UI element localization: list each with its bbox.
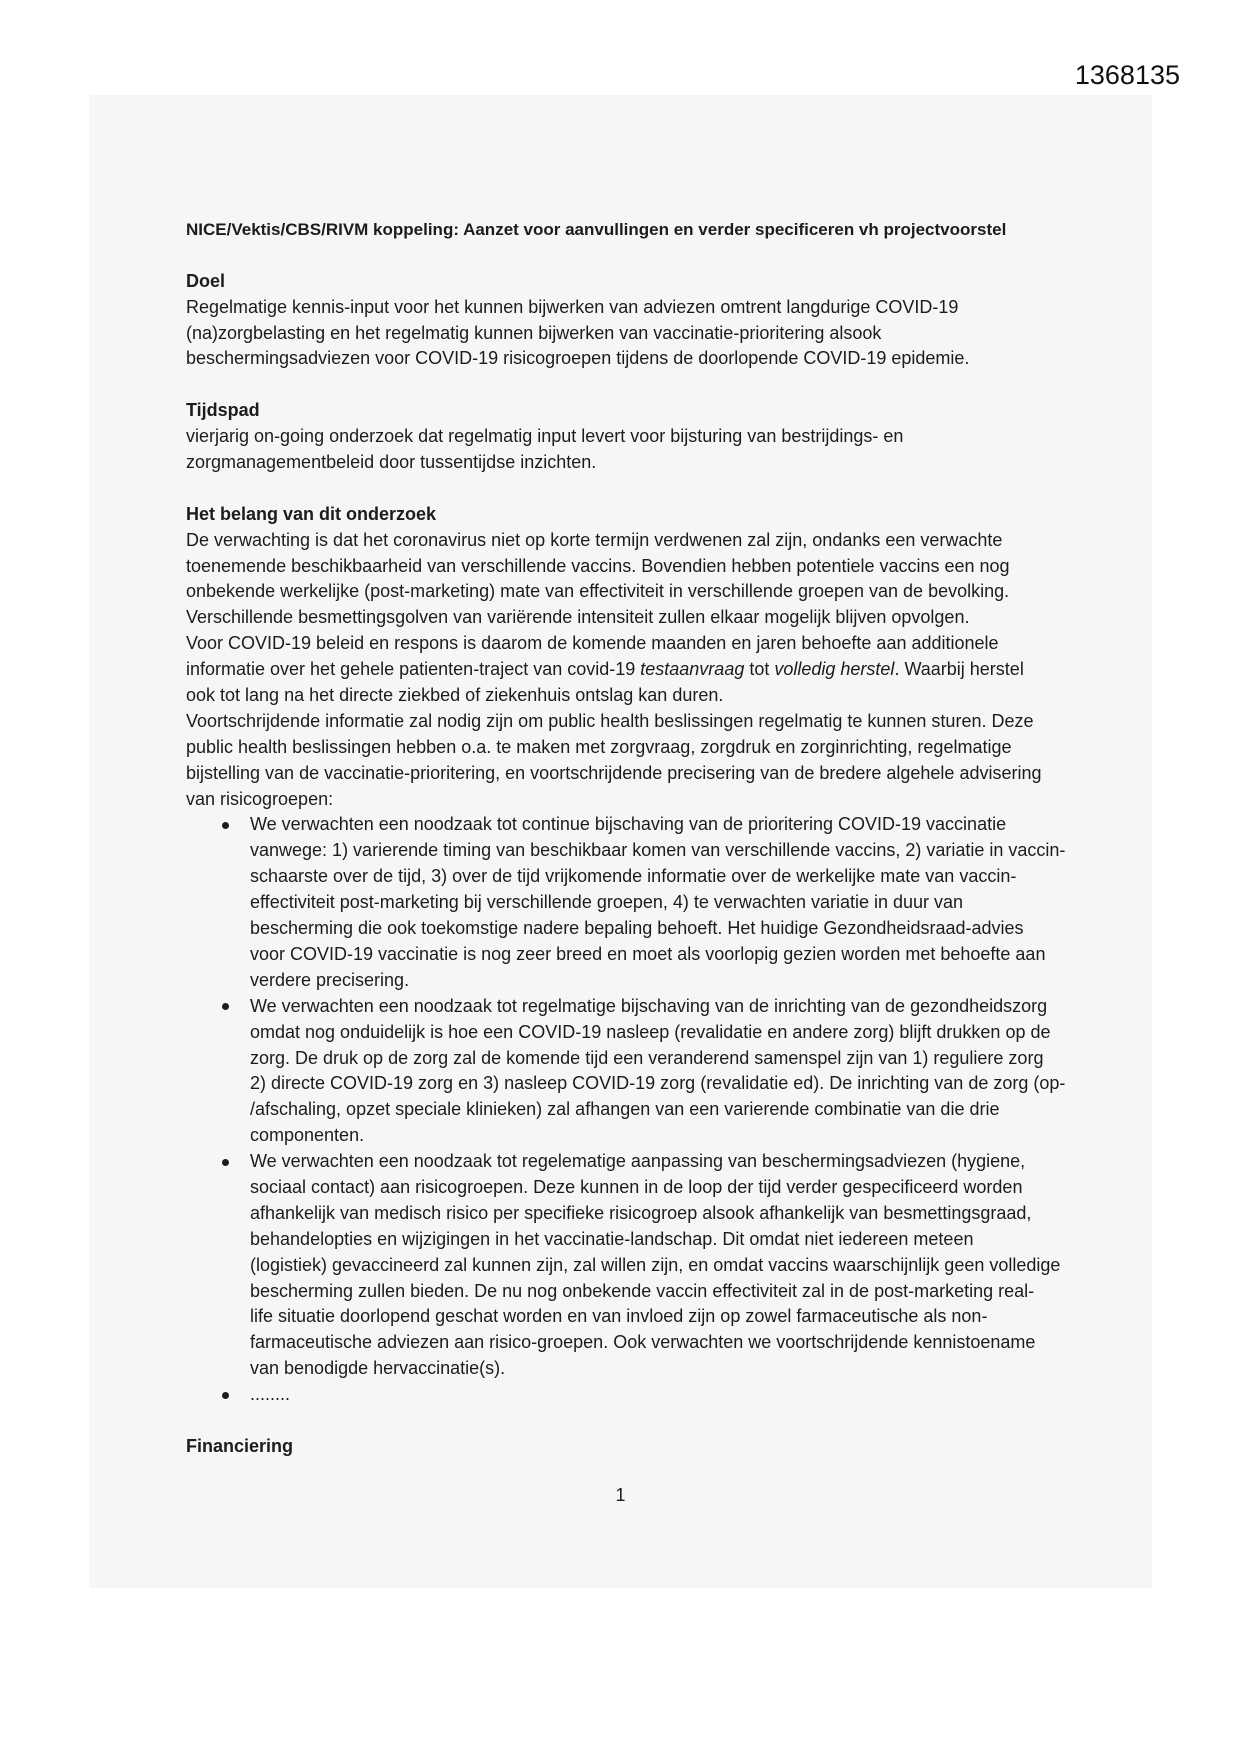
bullet-line: schaarste over de tijd, 3) over de tijd vrijkomende informatie over de werkelijke mate van vaccin-	[250, 866, 1017, 887]
text-segment: tot	[744, 659, 775, 680]
paragraph-line: beschermingsadviezen voor COVID-19 risicogroepen tijdens de doorlopende COVID-19 epidemie.	[186, 348, 970, 369]
bullet-line: We verwachten een noodzaak tot regelematige aanpassing van beschermingsadviezen (hygiene,	[250, 1151, 1026, 1172]
section-heading-doel: Doel	[186, 270, 226, 291]
paragraph-line: toenemende beschikbaarheid van verschillende vaccins. Bovendien hebben potentiele vaccins een nog	[186, 555, 1010, 576]
text-segment: . Waarbij herstel	[894, 659, 1024, 680]
bullet-line: van benodigde hervaccinatie(s).	[250, 1358, 506, 1379]
paragraph-line: Regelmatige kennis-input voor het kunnen bijwerken van adviezen omtrent langdurige COVID-19	[186, 296, 959, 317]
bullet-line: zorg. De druk op de zorg zal de komende tijd een veranderend samenspel zijn van 1) reguliere zorg	[250, 1047, 1044, 1068]
paragraph-line: public health beslissingen hebben o.a. te maken met zorgvraag, zorgdruk en zorginrichting, regelmatige	[186, 736, 1012, 757]
document-title: NICE/Vektis/CBS/RIVM koppeling: Aanzet voor aanvullingen en verder specificeren vh projectvoorstel	[186, 220, 1007, 239]
bullet-dot-icon	[222, 1159, 229, 1166]
bullet-item	[186, 1382, 1176, 1408]
section-heading-tijdspad: Tijdspad	[186, 400, 260, 421]
paragraph-line: Voortschrijdende informatie zal nodig zijn om public health beslissingen regelmatig te kunnen sturen. Deze	[186, 710, 1034, 731]
paragraph-line: Verschillende besmettingsgolven van variërende intensiteit zullen elkaar mogelijk blijven opvolgen.	[186, 607, 970, 628]
bullet-dot-icon	[222, 822, 229, 829]
paragraph-line: ook tot lang na het directe ziekbed of ziekenhuis ontslag kan duren.	[186, 685, 724, 706]
bullet-line: omdat nog onduidelijk is hoe een COVID-19 nasleep (revalidatie en andere zorg) blijft drukken op de	[250, 1021, 1051, 1042]
section-heading-belang: Het belang van dit onderzoek	[186, 503, 437, 524]
bullet-line: voor COVID-19 vaccinatie is nog zeer breed en moet als voorlopig gezien worden met behoefte aan	[250, 943, 1046, 964]
italic-text-segment: volledig herstel	[774, 659, 895, 680]
bullet-line: bescherming zullen bieden. De nu nog onbekende vaccin effectiviteit zal in de post-marketing real-	[250, 1280, 1035, 1301]
paragraph-line	[186, 657, 1176, 683]
bullet-line: We verwachten een noodzaak tot regelmatige bijschaving van de inrichting van de gezondheidszorg	[250, 995, 1048, 1016]
paragraph-line: De verwachting is dat het coronavirus niet op korte termijn verdwenen zal zijn, ondanks een verwachte	[186, 529, 1003, 550]
bullet-line: farmaceutische adviezen aan risico-groepen. Ook verwachten we voortschrijdende kennistoename	[250, 1332, 1036, 1353]
bullet-dot-icon	[222, 1392, 229, 1399]
bullet-line: We verwachten een noodzaak tot continue bijschaving van de prioritering COVID-19 vaccinatie	[250, 814, 1007, 835]
paragraph-line: (na)zorgbelasting en het regelmatig kunnen bijwerken van vaccinatie-prioritering alsook	[186, 322, 882, 343]
bullet-line: afhankelijk van medisch risico per specifieke risicogroep alsook afhankelijk van besmettingsgraad,	[250, 1202, 1032, 1223]
paragraph-line: bijstelling van de vaccinatie-prioritering, en voortschrijdende precisering van de bredere algehele advisering	[186, 762, 1042, 783]
section-heading-financiering: Financiering	[186, 1435, 294, 1456]
bullet-line: 2) directe COVID-19 zorg en 3) nasleep COVID-19 zorg (revalidatie ed). De inrichting van de zorg (op-	[250, 1073, 1066, 1094]
bullet-dot-icon	[222, 1003, 229, 1010]
document-number: 1368135	[1074, 60, 1180, 90]
bullet-line: bescherming die ook toekomstige nadere bepaling behoeft. Het huidige Gezondheidsraad-advies	[250, 918, 1024, 939]
bullet-line: componenten.	[250, 1125, 365, 1146]
paragraph-line: vierjarig on-going onderzoek dat regelmatig input levert voor bijsturing van bestrijdings- en	[186, 426, 904, 447]
bullet-item	[186, 812, 1176, 993]
paragraph-line: zorgmanagementbeleid door tussentijdse inzichten.	[186, 452, 597, 473]
bullet-line: life situatie doorlopend geschat worden en van invloed zijn op zowel farmaceutische als non-	[250, 1306, 988, 1327]
bullet-line: vanwege: 1) varierende timing van beschikbaar komen van verschillende vaccins, 2) variatie in vaccin-	[250, 840, 1066, 861]
bullet-line: verdere precisering.	[250, 969, 410, 990]
page-number: 1	[615, 1485, 626, 1505]
bullet-line: /afschaling, opzet speciale klinieken) zal afhangen van een varierende combinatie van die drie	[250, 1099, 1000, 1120]
bullet-line: sociaal contact) aan risicogroepen. Deze kunnen in de loop der tijd verder gespecificeerd worden	[250, 1176, 1023, 1197]
bullet-item	[186, 1149, 1176, 1382]
document-body	[186, 217, 1176, 1460]
italic-text-segment: testaanvraag	[640, 659, 745, 680]
text-segment: informatie over het gehele patienten-traject van covid-19	[186, 659, 641, 680]
paragraph-line: van risicogroepen:	[186, 788, 334, 809]
bullet-line: ........	[250, 1384, 291, 1405]
paragraph-line: onbekende werkelijke (post-marketing) mate van effectiviteit in verschillende groepen van de bevolking.	[186, 581, 1010, 602]
bullet-item	[186, 994, 1176, 1149]
bullet-list	[186, 812, 1176, 1407]
bullet-line: behandelopties en wijzigingen in het vaccinatie-landschap. Dit omdat niet iedereen meteen	[250, 1228, 974, 1249]
bullet-line: effectiviteit post-marketing bij verschillende groepen, 4) te verwachten variatie in duur van	[250, 892, 964, 913]
paragraph-line: Voor COVID-19 beleid en respons is daarom de komende maanden en jaren behoefte aan additionele	[186, 633, 999, 654]
bullet-line: (logistiek) gevaccineerd zal kunnen zijn, zal willen zijn, en omdat vaccins waarschijnlijk geen volledige	[250, 1254, 1061, 1275]
